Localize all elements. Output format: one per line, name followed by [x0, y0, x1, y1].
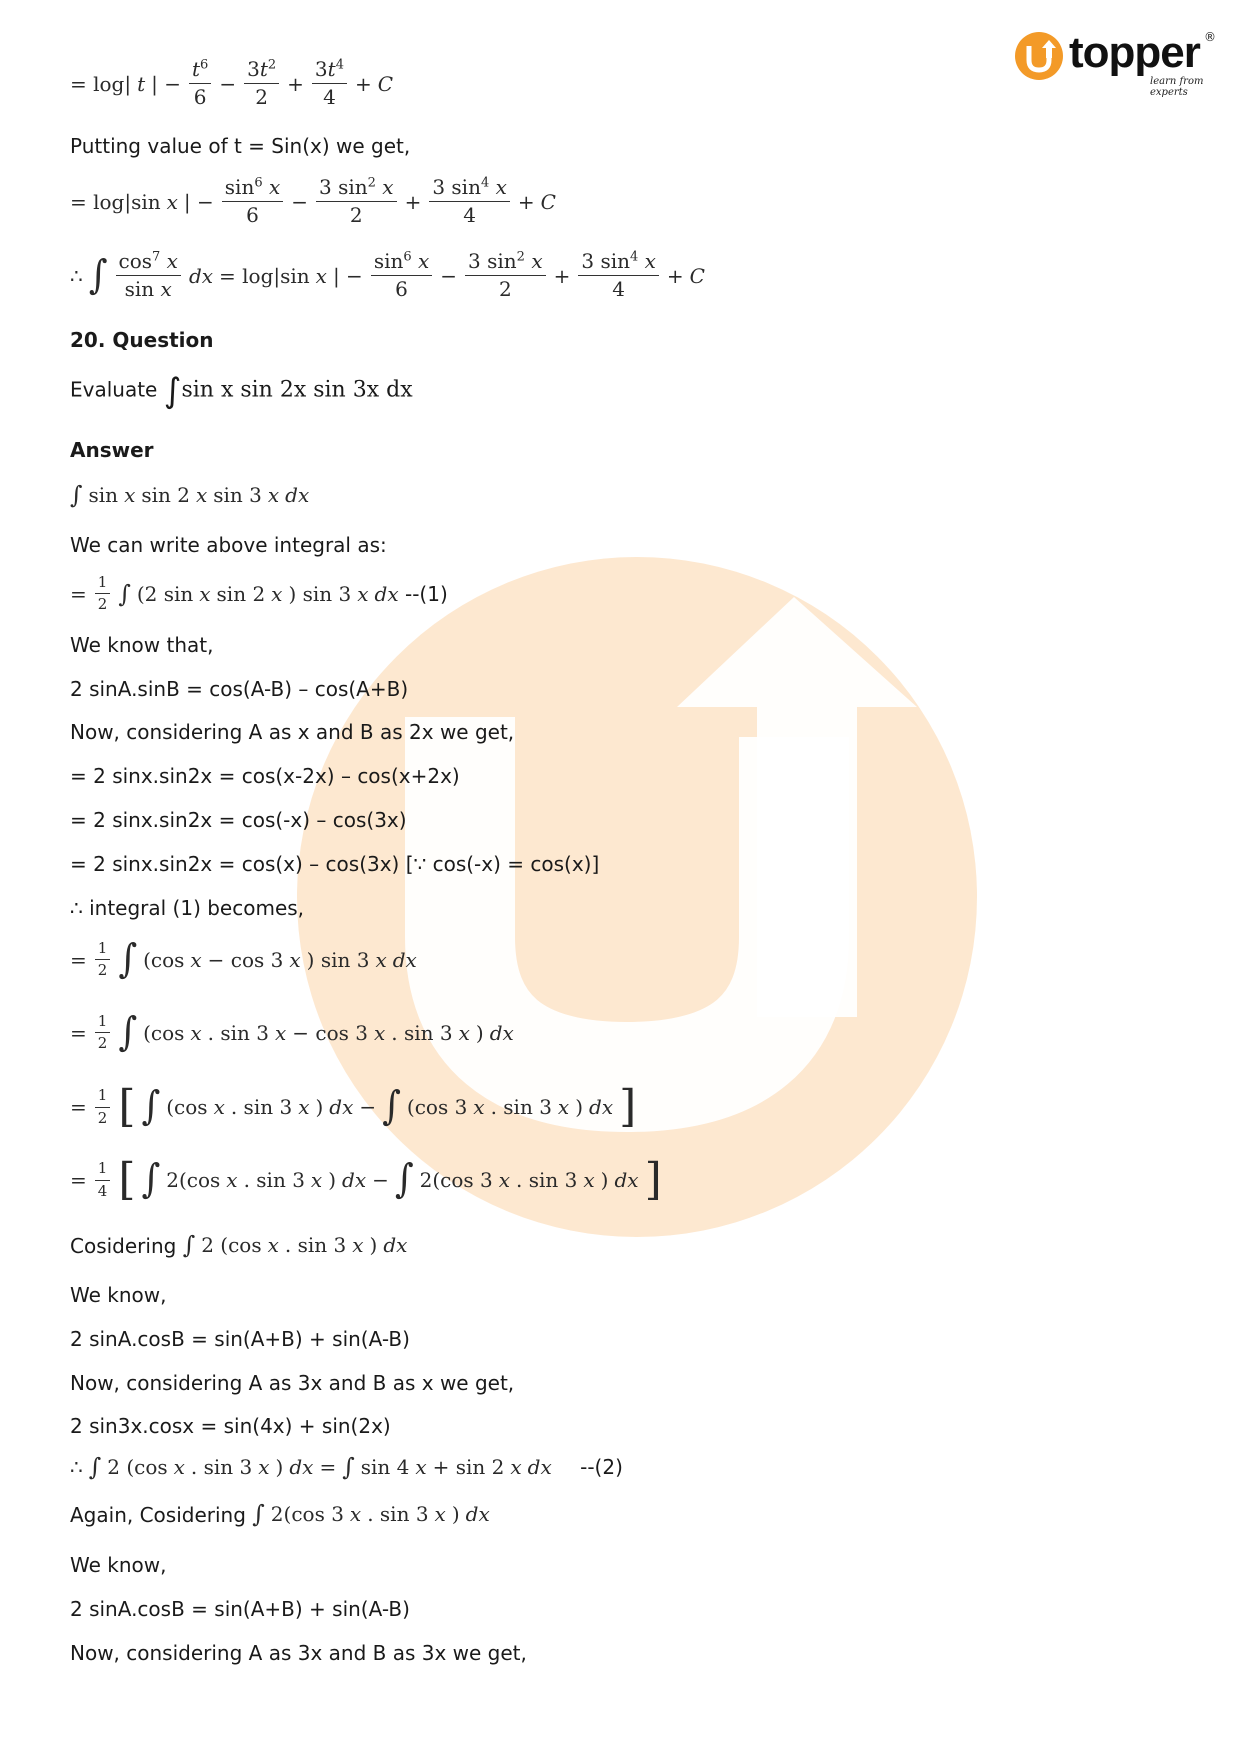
integral-step-2: = $\frac{1}{2}$ ∫ (cos x . sin 3 x − cos 3 x . sin 3 x ) dx — [70, 1009, 514, 1055]
integral-step-4: = $\frac{1}{4}$ [ ∫ 2(cos x . sin 3 x ) dx − ∫ 2(cos 3 x . sin 3 x ) dx ] — [70, 1154, 662, 1205]
eq1-tag: --(1) — [404, 581, 448, 606]
putting-value-text: Putting value of t = Sin(x) we get, — [70, 134, 411, 158]
logo-brand: topper — [1069, 28, 1200, 77]
consider-3: Now, considering A as 3x and B as 3x we get, — [70, 1641, 527, 1665]
write-as-text: We can write above integral as: — [70, 533, 387, 557]
we-know-that-text: We know that, — [70, 633, 214, 657]
identity-3: 2 sinA.cosB = sin(A+B) + sin(A-B) — [70, 1597, 410, 1621]
equation-1: = $\frac{1}{2}$ ∫ (2 sin x sin 2 x ) sin 3 x dx --(1) — [70, 573, 448, 614]
step-4: 2 sin3x.cosx = sin(4x) + sin(2x) — [70, 1414, 391, 1438]
registered-mark: ® — [1204, 30, 1216, 44]
consider-2: Now, considering A as 3x and B as x we get, — [70, 1371, 515, 1395]
equation-line-3: = log|sin x | − $\frac{\sin^6 x}{6}$ − $\frac{3 \sin^2 x}{2}$ + $\frac{3 \sin^4 x}{4}$ + C — [70, 175, 556, 227]
integral-step-1: = $\frac{1}{2}$ ∫ (cos x − cos 3 x ) sin 3 x dx — [70, 936, 417, 982]
equation-line-4: ∴ ∫ $\frac{\cos^7 x}{\text{sin x}}$ dx = log|sin x | − $\frac{\sin^6 x}{6}$ − $\frac{3 \sin^2 x}{2}$ + $\frac{3 \sin^4 x}{4}$ + C — [70, 249, 705, 301]
evaluate-expression: sin x sin 2x sin 3x dx — [181, 377, 413, 403]
we-know-text-2: We know, — [70, 1553, 167, 1577]
logo-tagline: learn from experts — [1150, 76, 1204, 98]
we-know-text-1: We know, — [70, 1283, 167, 1307]
eq2-tag: --(2) — [580, 1455, 623, 1479]
identity-1: 2 sinA.sinB = cos(A-B) – cos(A+B) — [70, 677, 409, 701]
watermark-logo — [297, 557, 977, 1237]
step-1: = 2 sinx.sin2x = cos(x-2x) – cos(x+2x) — [70, 764, 460, 788]
identity-2: 2 sinA.cosB = sin(A+B) + sin(A-B) — [70, 1327, 410, 1351]
question-heading: 20. Question — [70, 328, 214, 352]
answer-integral: ∫ sin x sin 2 x sin 3 x dx — [70, 481, 310, 509]
evaluate-label: Evaluate — [70, 377, 158, 402]
logo-u-icon — [1015, 32, 1063, 80]
answer-heading: Answer — [70, 438, 154, 462]
equation-line-1: = log| t | − $\frac{t^6}{6}$ − $\frac{3t^2}{2}$ + $\frac{3t^4}{4}$ + C — [70, 57, 394, 109]
again-considering-line: Again, Cosidering ∫ 2(cos 3 x . sin 3 x ) dx — [70, 1500, 490, 1528]
considering-line: Cosidering ∫ 2 (cos x . sin 3 x ) dx — [70, 1231, 408, 1259]
step-2: = 2 sinx.sin2x = cos(-x) – cos(3x) — [70, 808, 407, 832]
equation-2: ∴ ∫ 2 (cos x . sin 3 x ) dx = ∫ sin 4 x + sin 2 x dx --(2) — [70, 1453, 623, 1481]
again-label: Again, Cosidering — [70, 1503, 246, 1527]
step-3: = 2 sinx.sin2x = cos(x) – cos(3x) [∵ cos(-x) = cos(x)] — [70, 852, 600, 876]
becomes-text: ∴ integral (1) becomes, — [70, 896, 305, 920]
integral-step-3: = $\frac{1}{2}$ [ ∫ (cos x . sin 3 x ) dx − ∫ (cos 3 x . sin 3 x ) dx ] — [70, 1081, 637, 1132]
consider-1: Now, considering A as x and B as 2x we get, — [70, 720, 515, 744]
topper-logo — [1015, 28, 1216, 98]
evaluate-line: Evaluate ∫sin x sin 2x sin 3x dx — [70, 371, 413, 411]
considering-label: Cosidering — [70, 1234, 177, 1258]
